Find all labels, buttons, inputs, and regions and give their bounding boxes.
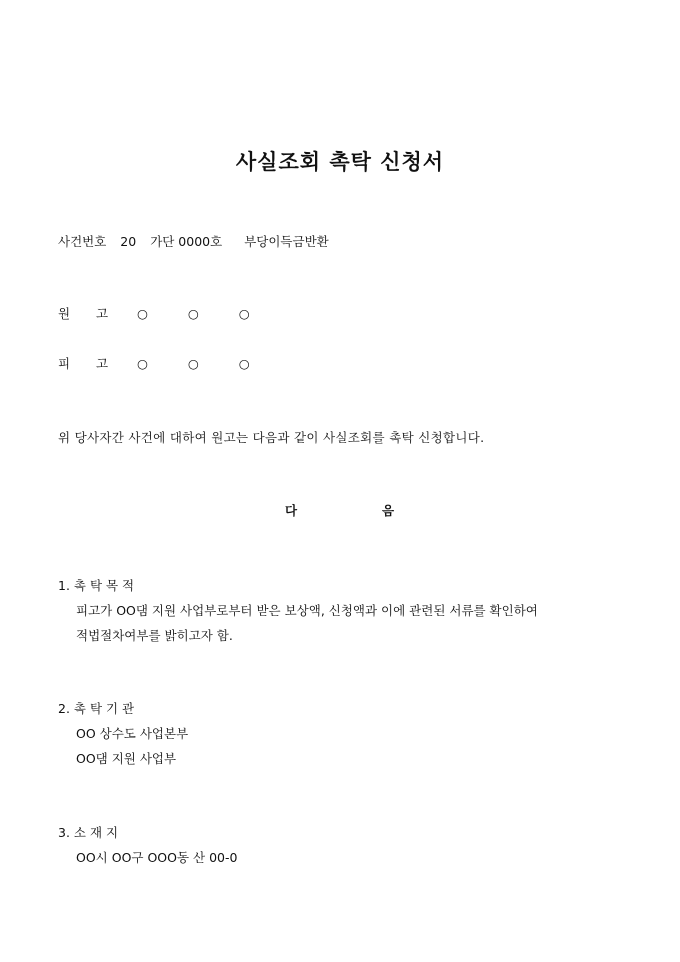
defendant-row bbox=[58, 354, 268, 372]
case-number-label: 사건번호 bbox=[58, 234, 107, 249]
section-3-line-1: OO시 OO구 OOO동 산 00-0 bbox=[76, 850, 238, 865]
intro-paragraph: 위 당사자간 사건에 대하여 원고는 다음과 같이 사실조회를 촉탁 신청합니다. bbox=[58, 430, 485, 445]
section-1-title: 1. 촉 탁 목 적 bbox=[58, 578, 135, 593]
case-info-line bbox=[58, 232, 339, 250]
section-1-line-1: 피고가 OO댐 지원 사업부로부터 받은 보상액, 신청액과 이에 관련된 서류를 확인하여 bbox=[76, 603, 538, 618]
defendant-role: 피 고 bbox=[58, 356, 109, 371]
plaintiff-name: ○ ○ ○ bbox=[136, 306, 268, 321]
heading-left: 다 bbox=[285, 503, 298, 518]
case-name: 부당이득금반환 bbox=[244, 234, 329, 249]
plaintiff-row bbox=[58, 304, 268, 322]
defendant-name: ○ ○ ○ bbox=[136, 356, 268, 371]
section-1-line-2: 적법절차여부를 밝히고자 함. bbox=[76, 628, 233, 643]
plaintiff-role: 원 고 bbox=[58, 306, 109, 321]
case-number: 가단 0000호 bbox=[150, 234, 223, 249]
heading-right: 음 bbox=[382, 503, 395, 518]
document-title: 사실조회 촉탁 신청서 bbox=[235, 149, 445, 174]
section-2-line-1: OO 상수도 사업본부 bbox=[76, 726, 189, 741]
section-2-title: 2. 촉 탁 기 관 bbox=[58, 701, 135, 716]
section-3-title: 3. 소 재 지 bbox=[58, 825, 119, 840]
section-2-line-2: OO댐 지원 사업부 bbox=[76, 751, 177, 766]
case-year: 20 bbox=[120, 234, 137, 249]
